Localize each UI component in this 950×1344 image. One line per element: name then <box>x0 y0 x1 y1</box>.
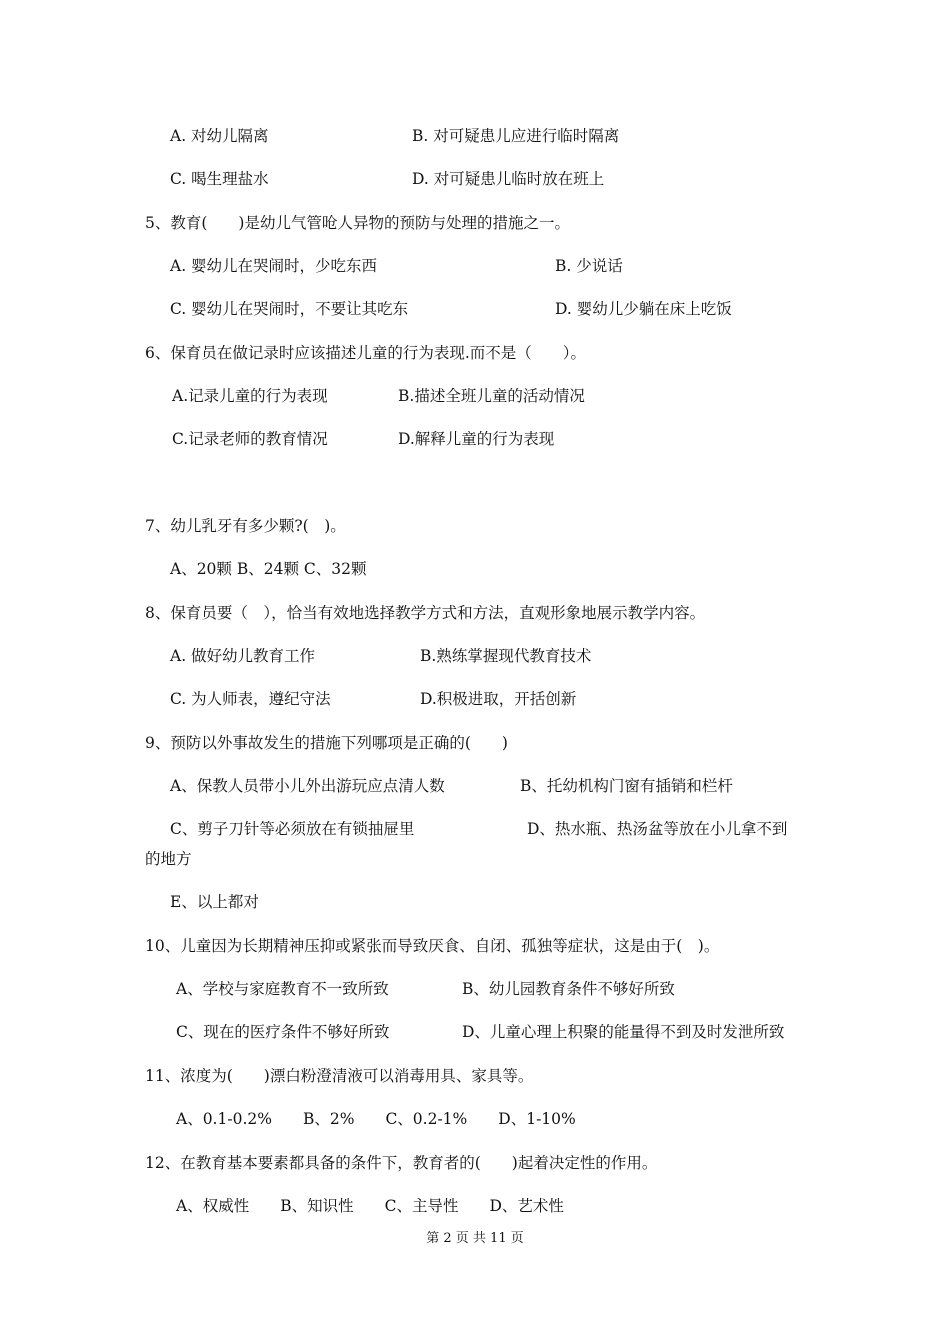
q5-option-c: C. 婴幼儿在哭闹时，不要让其吃东 <box>170 300 409 318</box>
q7-options: A、20颗 B、24颗 C、32颗 <box>170 560 367 578</box>
q9-option-d-continued: 的地方 <box>145 850 192 868</box>
q9-option-d: D、热水瓶、热汤盆等放在小儿拿不到 <box>527 820 788 838</box>
q8-option-b: B.熟练掌握现代教育技术 <box>420 647 592 665</box>
q8-option-c: C. 为人师表，遵纪守法 <box>170 690 331 708</box>
q8-option-a: A. 做好幼儿教育工作 <box>170 647 316 665</box>
q9-option-a: A、保教人员带小儿外出游玩应点清人数 <box>170 777 445 795</box>
q6-option-b: B.描述全班儿童的活动情况 <box>398 387 585 405</box>
page-footer: 第 2 页 共 11 页 <box>426 1231 524 1246</box>
q4-option-a: A. 对幼儿隔离 <box>170 127 269 145</box>
q6-option-a: A.记录儿童的行为表现 <box>172 387 328 405</box>
q8-option-d: D.积极进取，开括创新 <box>420 690 577 708</box>
q5-option-b: B. 少说话 <box>555 257 623 275</box>
q6-option-d: D.解释儿童的行为表现 <box>398 430 555 448</box>
q5-stem: 5、教育( )是幼儿气管呛人异物的预防与处理的措施之一。 <box>145 214 570 232</box>
q12-stem: 12、在教育基本要素都具备的条件下，教育者的( )起着决定性的作用。 <box>145 1154 658 1172</box>
q10-option-c: C、现在的医疗条件不够好所致 <box>176 1023 390 1041</box>
q9-option-c: C、剪子刀针等必须放在有锁抽屉里 <box>170 820 415 838</box>
q12-options: A、权威性 B、知识性 C、主导性 D、艺术性 <box>176 1197 564 1215</box>
q4-option-b: B. 对可疑患儿应进行临时隔离 <box>412 127 620 145</box>
q10-option-a: A、学校与家庭教育不一致所致 <box>176 980 389 998</box>
q9-option-b: B、托幼机构门窗有插销和栏杆 <box>520 777 733 795</box>
q10-option-d: D、儿童心理上积聚的能量得不到及时发泄所致 <box>462 1023 785 1041</box>
q5-option-d: D. 婴幼儿少躺在床上吃饭 <box>555 300 732 318</box>
q11-options: A、0.1-0.2% B、2% C、0.2-1% D、1-10% <box>176 1110 576 1128</box>
q9-option-e: E、以上都对 <box>170 893 259 911</box>
q10-stem: 10、儿童因为长期精神压抑或紧张而导致厌食、自闭、孤独等症状，这是由于( )。 <box>145 937 720 955</box>
q6-stem: 6、保育员在做记录时应该描述儿童的行为表现.而不是（ ）。 <box>145 344 587 362</box>
q11-stem: 11、浓度为( )漂白粉澄清液可以消毒用具、家具等。 <box>145 1067 534 1085</box>
q10-option-b: B、幼儿园教育条件不够好所致 <box>462 980 675 998</box>
q4-option-c: C. 喝生理盐水 <box>170 170 269 188</box>
q9-stem: 9、预防以外事故发生的措施下列哪项是正确的( ) <box>145 734 508 752</box>
q4-option-d: D. 对可疑患儿临时放在班上 <box>412 170 605 188</box>
q5-option-a: A. 婴幼儿在哭闹时，少吃东西 <box>170 257 378 275</box>
q8-stem: 8、保育员要（ ），恰当有效地选择教学方式和方法，直观形象地展示教学内容。 <box>145 604 706 622</box>
q6-option-c: C.记录老师的教育情况 <box>172 430 328 448</box>
q7-stem: 7、幼儿乳牙有多少颗?( )。 <box>145 517 346 535</box>
